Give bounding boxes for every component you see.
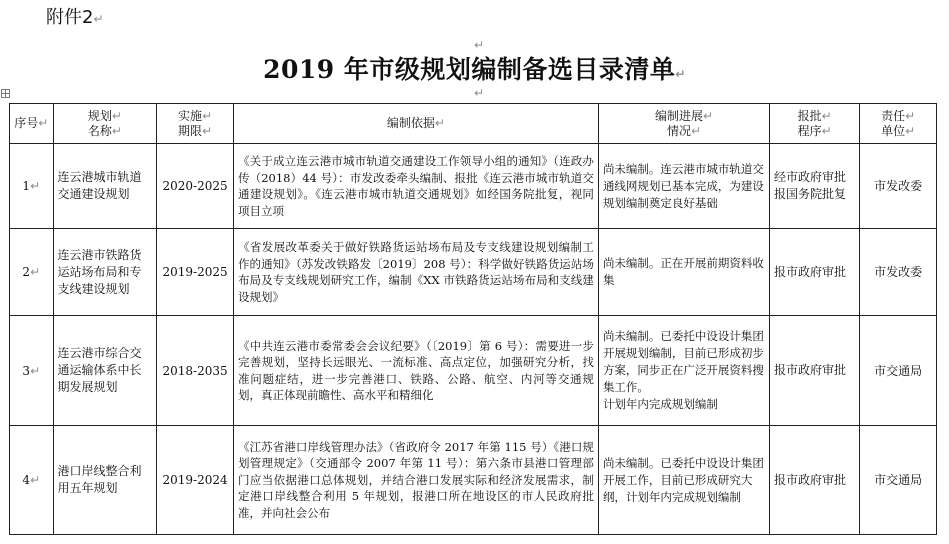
responsible-unit: 市发改委 xyxy=(860,229,937,316)
header-progress: 编制进展↵ 情况↵ xyxy=(598,104,769,144)
row-number: 3↵ xyxy=(10,316,54,426)
progress-status xyxy=(598,316,769,426)
header-plan-name: 规划↵ 名称↵ xyxy=(53,104,157,144)
approval-procedure: 报市政府审批 xyxy=(770,316,860,426)
compilation-basis: 《江苏省港口岸线管理办法》（省政府令 2017 年第 115 号）《港口规划管理规定》（交通部令 2007 年第 11 号）：第六条市县港口管理部门应当依据港口总体规划，并结合港口发展实际和经济发展需求，制定港口岸线整合利用 5 年规划，报港口所在地设区的市人民政府批准，并向社会公布 xyxy=(233,426,598,535)
plan-name: 港口岸线整合利用五年规划 xyxy=(53,426,157,535)
catalog-table xyxy=(9,103,937,535)
paragraph-mark-icon: ↵ xyxy=(474,86,485,100)
header-responsible-unit: 责任↵ 单位↵ xyxy=(860,104,937,144)
table-row xyxy=(10,144,937,229)
table-row xyxy=(10,426,937,535)
compilation-basis: 《省发展改革委关于做好铁路货运站场布局及专支线建设规划编制工作的通知》（苏发改铁路发〔2019〕208 号）：科学做好铁路货运站场布局及专支线规划研究工作，编制《XX 市铁路货运站场布局和支线建设规划》 xyxy=(233,229,598,316)
plan-name: 连云港市铁路货运站场布局和专支线建设规划 xyxy=(53,229,157,316)
progress-status: 尚未编制。正在开展前期资料收集 xyxy=(598,229,769,316)
implementation-period: 2018-2035 xyxy=(157,316,234,426)
progress-text: 尚未编制。已委托中设设计集团开展规划编制，目前已形成初步方案，同步正在广泛开展资料搜集工作。 xyxy=(602,329,764,394)
plan-note: 计划年内完成规划编制 xyxy=(602,397,718,411)
responsible-unit: 市发改委 xyxy=(860,144,937,229)
header-compilation-basis: 编制依据↵ xyxy=(233,104,598,144)
implementation-period: 2019-2024 xyxy=(157,426,234,535)
responsible-unit: 市交通局 xyxy=(860,426,937,535)
approval-procedure: 经市政府审批报国务院批复 xyxy=(770,144,860,229)
table-header-row xyxy=(10,104,937,144)
paragraph-mark-icon: ↵ xyxy=(474,38,485,52)
row-number: 4↵ xyxy=(10,426,54,535)
approval-procedure: 报市政府审批 xyxy=(770,229,860,316)
plan-name: 连云港市综合交通运输体系中长期发展规划 xyxy=(53,316,157,426)
compilation-basis: 《关于成立连云港市城市轨道交通建设工作领导小组的通知》（连政办传（2018）44 号）：市发改委牵头编制、报批《连云港市城市轨道交通建设规划》。《连云港市城市轨道交通规划》如经国务院批复，视同项目立项 xyxy=(233,144,598,229)
row-number: 1↵ xyxy=(10,144,54,229)
row-number: 2↵ xyxy=(10,229,54,316)
table-row xyxy=(10,229,937,316)
header-serial-number: 序号↵ xyxy=(10,104,54,144)
responsible-unit: 市交通局 xyxy=(860,316,937,426)
header-implementation-period: 实施↵ 期限↵ xyxy=(157,104,234,144)
approval-procedure: 报市政府审批 xyxy=(770,426,860,535)
compilation-basis: 《中共连云港市委常委会会议纪要》（〔2019〕第 6 号）：需要进一步完善规划，坚持长远眼光、一流标准、高点定位，加强研究分析，找准问题症结，进一步完善港口、铁路、公路、航空、内河等交通规划，真正体现前瞻性、高水平和精细化 xyxy=(233,316,598,426)
progress-status: 尚未编制。已委托中设设计集团开展工作，目前已形成研究大纲，计划年内完成规划编制 xyxy=(598,426,769,535)
implementation-period: 2020-2025 xyxy=(157,144,234,229)
attachment-label: 附件2↵ xyxy=(46,7,104,28)
document-title: 2019 年市级规划编制备选目录清单↵ xyxy=(263,55,686,84)
implementation-period: 2019-2025 xyxy=(157,229,234,316)
header-approval-procedure: 报批↵ 程序↵ xyxy=(770,104,860,144)
progress-status: 尚未编制。连云港市城市轨道交通线网规划已基本完成，为建设规划编制奠定良好基础 xyxy=(598,144,769,229)
table-row xyxy=(10,316,937,426)
plan-name: 连云港城市轨道交通建设规划 xyxy=(53,144,157,229)
